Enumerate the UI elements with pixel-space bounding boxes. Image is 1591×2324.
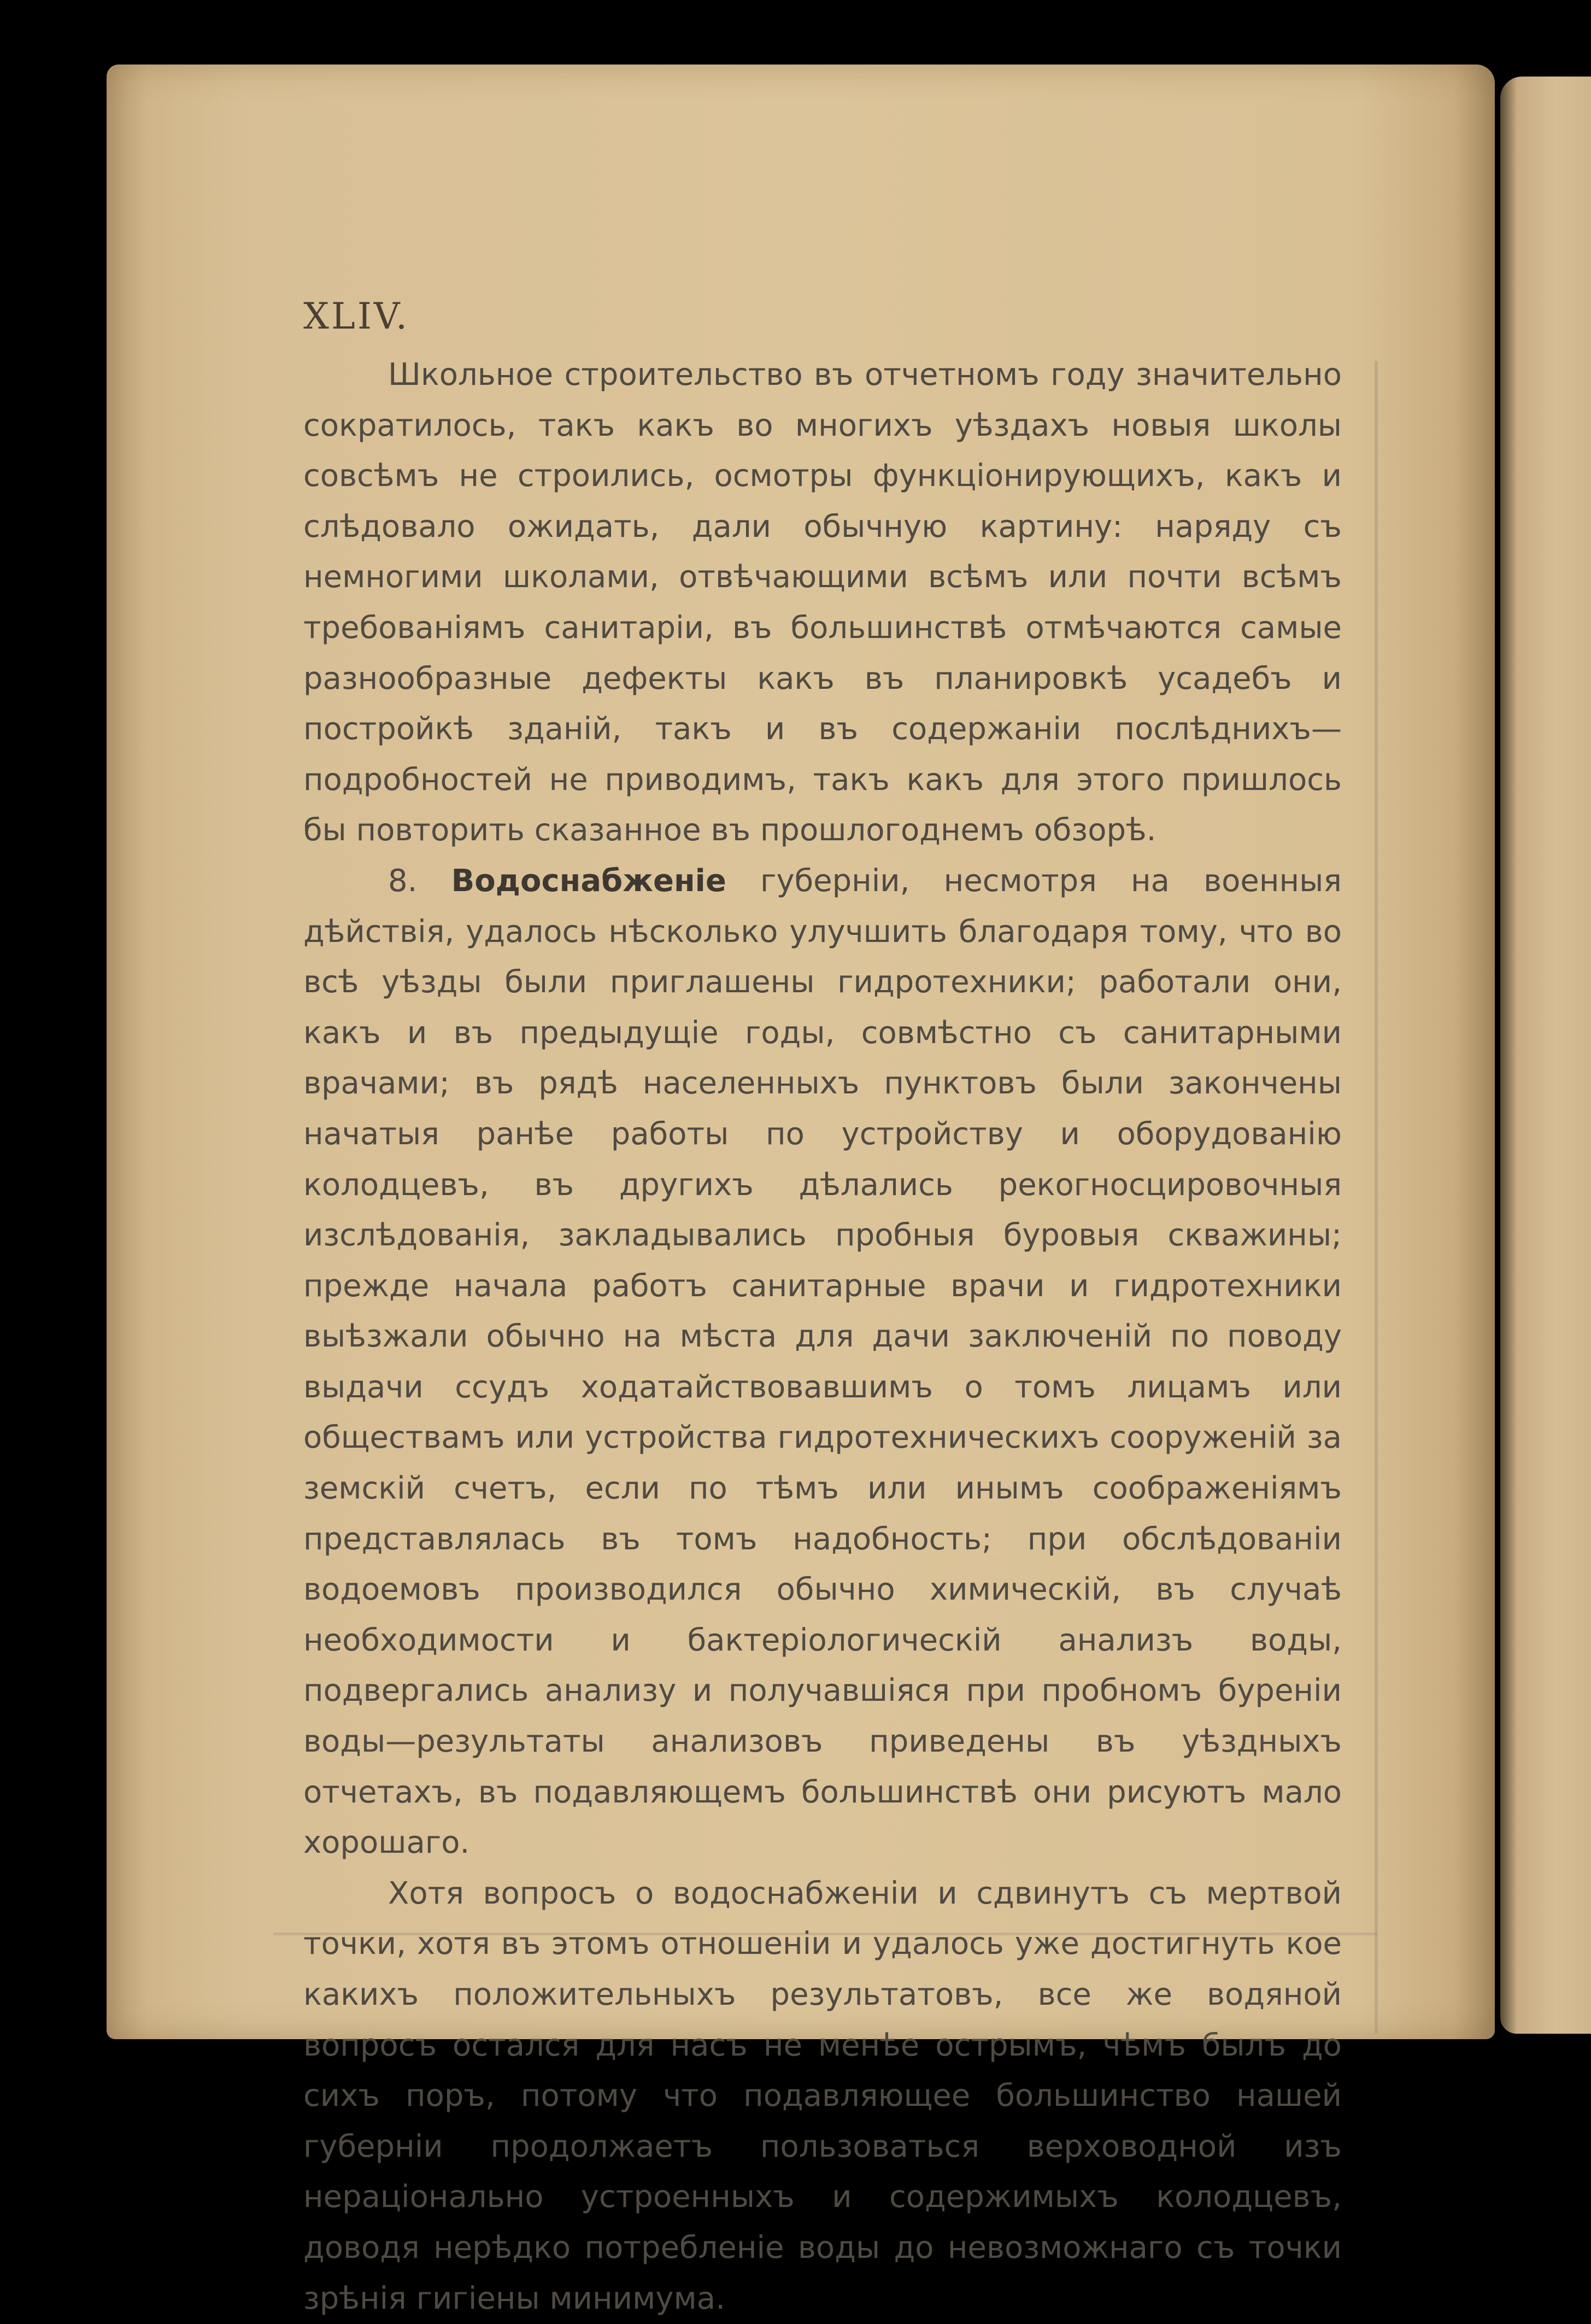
body-text (303, 350, 1342, 2324)
margin-rule-right (1375, 361, 1378, 2034)
paragraph-water-question (303, 1869, 1342, 2324)
paragraph-school-construction (303, 350, 1342, 856)
paragraph-text: губерніи, несмотря на военныя дѣйствія, удалось нѣсколько улучшить благодаря тому, что во всѣ уѣзды были приглашены гидротехники; работали они, какъ и въ предыдущіе годы, совмѣстно съ санитарными врачами; въ рядѣ населенныхъ пунктовъ были закончены начатыя ранѣе работы по устройству и оборудованію колодцевъ, въ другихъ дѣлались рекогносцировочныя изслѣдованія, закладывались пробныя буровыя скважины; прежде начала работъ санитарные врачи и гидротехники выѣзжали обычно на мѣста для дачи заключеній по поводу выдачи ссудъ ходатайствовавшимъ о томъ лицамъ или обществамъ или устройства гидротехническихъ сооруженій за земскій счетъ, если по тѣмъ или инымъ соображеніямъ представлялась въ томъ надобность; при обслѣдованіи водоемовъ производился обычно химическій, въ случаѣ необходимости и бактеріологическій анализъ воды, подвергались анализу и получавшіяся при пробномъ буреніи воды—результаты анализовъ приведены въ уѣздныхъ отчетахъ, въ подавляющемъ большинствѣ они рисуютъ мало хорошаго. (303, 863, 1342, 1861)
paragraph-text: Школьное строительство въ отчетномъ году значительно сократилось, такъ какъ во многихъ уѣздахъ новыя школы совсѣмъ не строились, осмотры функціонирующихъ, какъ и слѣдовало ожидать, дали обычную картину: наряду съ немногими школами, отвѣчающими всѣмъ или почти всѣмъ требованіямъ санитаріи, въ большинствѣ отмѣчаются самые разнообразные дефекты какъ въ планировкѣ усадебъ и постройкѣ зданій, такъ и въ содержаніи послѣднихъ—подробностей не приводимъ, такъ какъ для этого пришлось бы повторить сказанное въ прошлогоднемъ обзорѣ. (303, 357, 1342, 848)
paragraph-water-supply (303, 856, 1342, 1869)
page-number: XLIV. (303, 295, 409, 337)
paragraph-text: Хотя вопросъ о водоснабженіи и сдвинутъ съ мертвой точки, хотя въ этомъ отношеніи и удалось уже достигнуть кое какихъ положительныхъ результатовъ, все же водяной вопросъ остался для насъ не менѣе острымъ, чѣмъ былъ до сихъ поръ, потому что подавляющее большинство нашей губерніи продолжаетъ пользоваться верховодной изъ нераціонально устроенныхъ и содержимыхъ колодцевъ, доводя нерѣдко потребленіе воды до невозможнаго съ точки зрѣнія гигіены минимума. (303, 1875, 1342, 2316)
section-number: 8. (388, 863, 418, 899)
section-heading: Водоснабженіе (451, 863, 726, 899)
adjacent-page-edge (1500, 77, 1591, 2034)
